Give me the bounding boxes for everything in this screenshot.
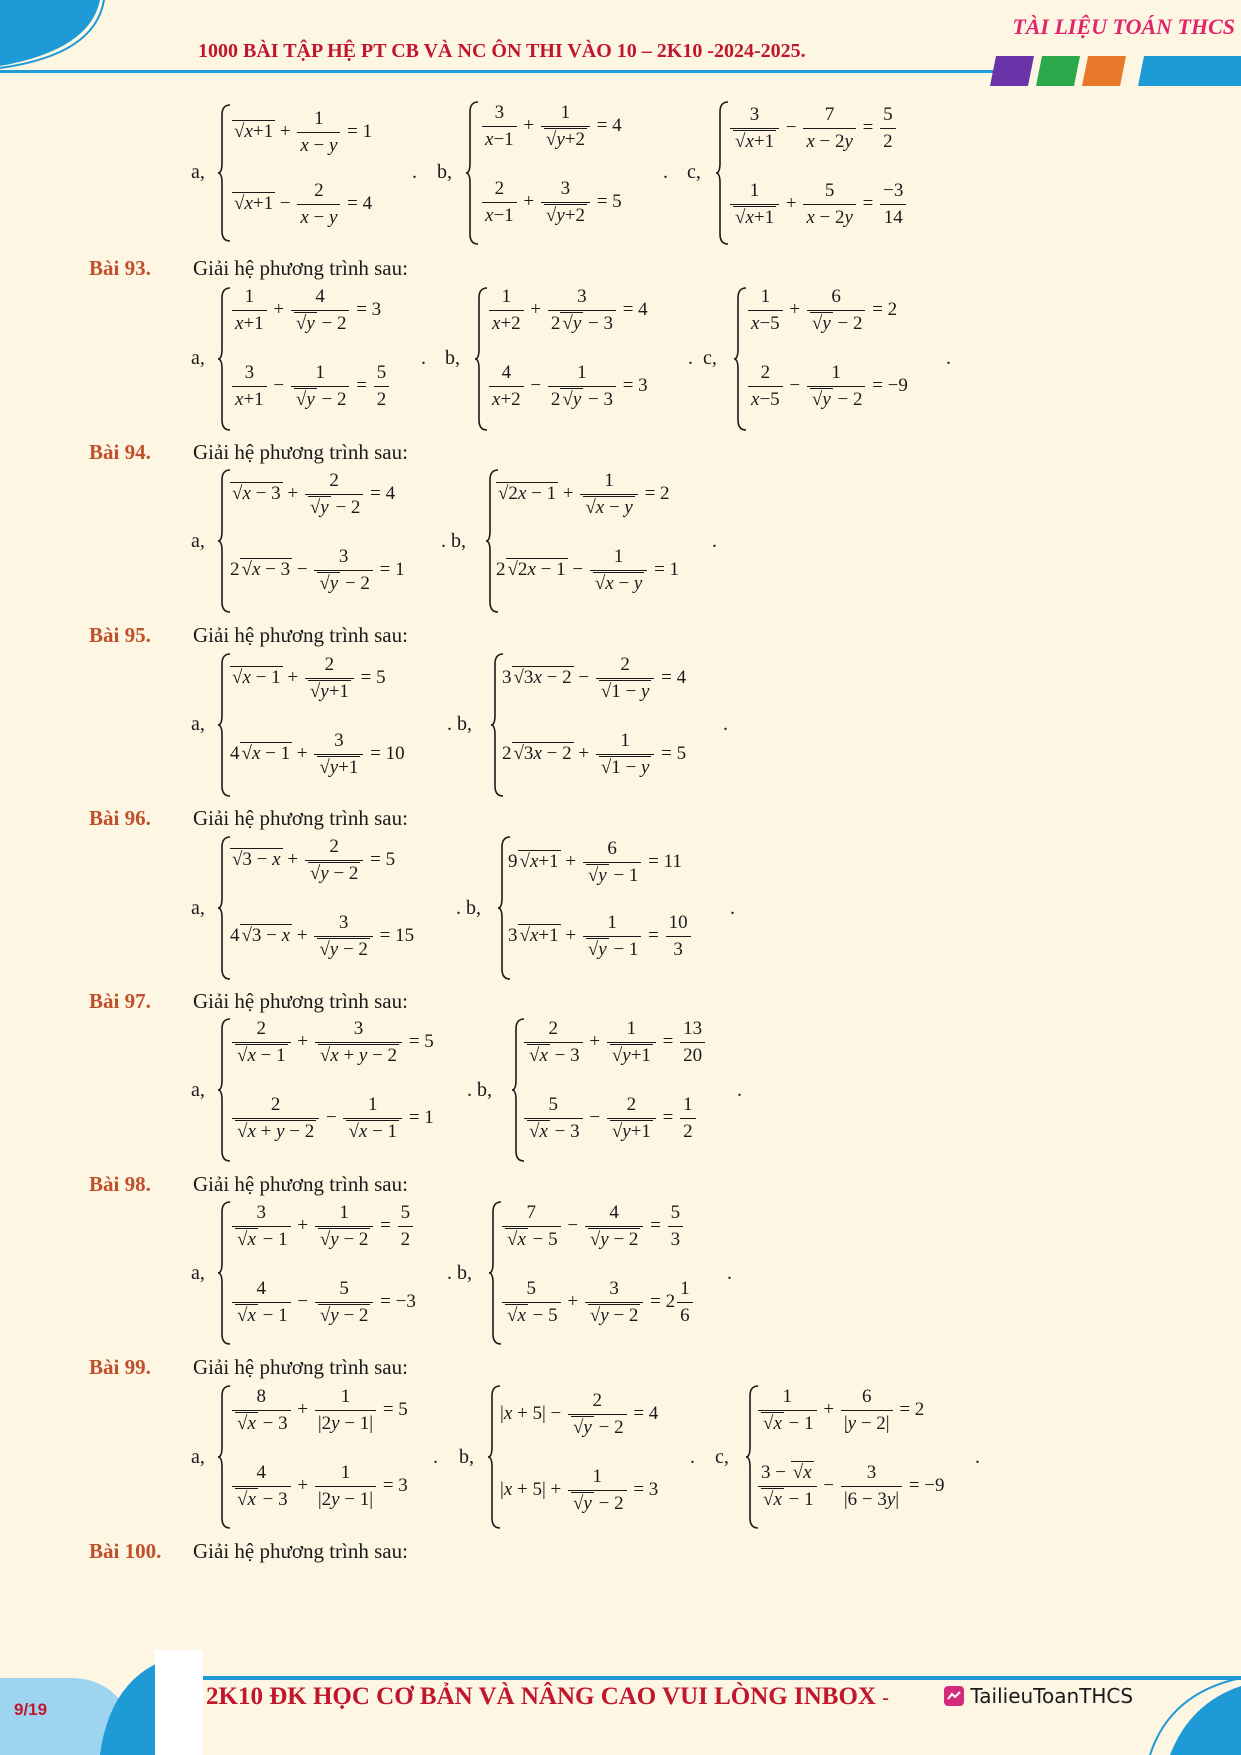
page-title: 1000 BÀI TẬP HỆ PT CB VÀ NC ÔN THI VÀO 10 – 2K10 -2024-2025.: [198, 40, 806, 62]
footer-text: 2K10 ĐK HỌC CƠ BẢN VÀ NÂNG CAO VUI LÒNG INBOX -: [206, 1683, 889, 1710]
header-divider: [0, 70, 1000, 73]
equation: $\frac{1}{x+2}$ + $\frac{3}{2 √y - 3}$ = 4: [487, 286, 648, 335]
part-label-a: a,: [191, 897, 205, 919]
equation: $\frac{3}{x-1}$ + $\frac{1}{√y+2}$ = 4: [480, 102, 622, 151]
part-dot: .: [712, 530, 717, 552]
equation: 4 √x − 1 + $\frac{3}{√y+1}$ = 10: [230, 730, 405, 778]
system-brace: [218, 103, 232, 243]
equation: $\frac{2}{x-1}$ + $\frac{3}{√y+2}$ = 5: [480, 178, 622, 227]
part-dot: .: [412, 161, 417, 183]
part-dot: .: [946, 347, 951, 369]
system-brace: [466, 100, 480, 246]
part-dot: .: [730, 897, 735, 919]
part-label-b: b,: [459, 1446, 474, 1468]
part-dot: .: [663, 161, 668, 183]
part-dot: .: [727, 1262, 732, 1284]
facebook-link-label: TailieuToanTHCS: [970, 1684, 1134, 1708]
part-dot: .: [690, 1446, 695, 1468]
part-label-b: . b,: [441, 530, 466, 552]
equation: √x+1 − $\frac{2}{x - y}$ = 4: [234, 180, 373, 228]
equation: $\frac{3}{√x+1}$ − $\frac{7}{x - 2y}$ = $\frac{5}{2}$: [728, 104, 898, 153]
facebook-link[interactable]: [944, 1684, 1133, 1708]
part-label-b: . b,: [447, 713, 472, 735]
equation: $\frac{1}{x-5}$ + $\frac{6}{√y - 2}$ = 2: [746, 286, 897, 335]
problem-95: Bài 95. Giải hệ phương trình sau:: [89, 623, 408, 647]
equation: 9 √x+1 + $\frac{6}{√y - 1}$ = 11: [508, 838, 682, 886]
part-dot: .: [975, 1446, 980, 1468]
equation: 3 √3x − 2 − $\frac{2}{√1 - y}$ = 4: [502, 654, 687, 702]
part-label-c: c,: [687, 161, 701, 183]
part-dot: .: [433, 1446, 438, 1468]
equation: $\frac{1}{x+1}$ + $\frac{4}{√y - 2}$ = 3: [230, 286, 381, 335]
equation: √2x − 1 + $\frac{1}{√x - y}$ = 2: [498, 470, 670, 518]
part-dot: .: [723, 713, 728, 735]
equation: $\frac{5}{√x - 3}$ − $\frac{2}{√y+1}$ = $\frac{1}{2}$: [522, 1094, 698, 1143]
equation: $\frac{1}{√x - 1}$ + $\frac{6}{|y - 2|}$ = 2: [756, 1386, 924, 1435]
part-label-a: a,: [191, 1262, 205, 1284]
equation: $\frac{7}{√x - 5}$ − $\frac{4}{√y - 2}$ = $\frac{5}{3}$: [500, 1202, 685, 1251]
part-label-b: . b,: [456, 897, 481, 919]
brand-name: TÀI LIỆU TOÁN THCS: [1012, 14, 1235, 39]
part-label-a: a,: [191, 161, 205, 183]
part-dot: .: [421, 347, 426, 369]
equation: $\frac{2}{√x + y - 2}$ − $\frac{1}{√x - 1}$ = 1: [230, 1094, 434, 1143]
problem-93: Bài 93. Giải hệ phương trình sau:: [89, 256, 408, 280]
corner-decoration: [0, 0, 110, 75]
equation: 4 √3 − x + $\frac{3}{√y - 2}$ = 15: [230, 912, 415, 960]
equation: $\frac{3}{x+1}$ − $\frac{1}{√y - 2}$ = $\frac{5}{2}$: [230, 362, 391, 411]
part-label-a: a,: [191, 347, 205, 369]
equation: √x − 3 + $\frac{2}{√y - 2}$ = 4: [232, 470, 396, 518]
equation: 3 √x+1 + $\frac{1}{√y - 1}$ = $\frac{10}{3}$: [508, 912, 693, 961]
problem-96: Bài 96. Giải hệ phương trình sau:: [89, 806, 408, 830]
equation: $\frac{2}{√x - 1}$ + $\frac{3}{√x + y - 2}$ = 5: [230, 1018, 434, 1067]
page-number: 9/19: [14, 1700, 48, 1719]
equation: $\frac{3}{√x - 1}$ + $\frac{1}{√y - 2}$ = $\frac{5}{2}$: [230, 1202, 415, 1251]
part-label-a: a,: [191, 713, 205, 735]
equation: 2 √2x − 1 − $\frac{1}{√x - y}$ = 1: [496, 546, 680, 594]
equation: $\frac{4}{√x - 1}$ − $\frac{5}{√y - 2}$ = −3: [230, 1278, 416, 1327]
equation: |x + 5| + $\frac{1}{√y - 2}$ = 3: [500, 1466, 659, 1514]
part-label-b: b,: [445, 347, 460, 369]
part-label-a: a,: [191, 1446, 205, 1468]
equation: √x − 1 + $\frac{2}{√y+1}$ = 5: [232, 654, 386, 702]
problem-97: Bài 97. Giải hệ phương trình sau:: [89, 989, 408, 1013]
part-label-b: . b,: [467, 1079, 492, 1101]
part-label-a: a,: [191, 530, 205, 552]
part-dot: .: [688, 347, 693, 369]
problem-100: Bài 100. Giải hệ phương trình sau:: [89, 1539, 408, 1563]
equation: $\frac{2}{x-5}$ − $\frac{1}{√y - 2}$ = −9: [746, 362, 908, 411]
part-label-a: a,: [191, 1079, 205, 1101]
equation: $\frac{5}{√x - 5}$ + $\frac{3}{√y - 2}$ = 2 $\frac{1}{6}$: [500, 1278, 695, 1327]
equation: $\frac{8}{√x - 3}$ + $\frac{1}{|2y - 1|}$ = 5: [230, 1386, 408, 1435]
equation: $\frac{2}{√x - 3}$ + $\frac{1}{√y+1}$ = $\frac{13}{20}$: [522, 1018, 707, 1067]
equation: √x+1 + $\frac{1}{x - y}$ = 1: [234, 108, 373, 156]
equation: √3 − x + $\frac{2}{√y - 2}$ = 5: [232, 836, 396, 884]
equation: 2 √3x − 2 + $\frac{1}{√1 - y}$ = 5: [502, 730, 687, 778]
problem-94: Bài 94. Giải hệ phương trình sau:: [89, 440, 408, 464]
part-label-b: b,: [437, 161, 452, 183]
equation: $\frac{1}{√x+1}$ + $\frac{5}{x - 2y}$ = $\frac{-3}{14}$: [728, 180, 908, 229]
equation: $\frac{4}{√x - 3}$ + $\frac{1}{|2y - 1|}$ = 3: [230, 1462, 408, 1511]
equation: $\frac{4}{x+2}$ − $\frac{1}{2 √y - 3}$ = 3: [487, 362, 648, 411]
message-icon: [944, 1686, 964, 1706]
problem-99: Bài 99. Giải hệ phương trình sau:: [89, 1355, 408, 1379]
color-tabs: [990, 56, 1241, 86]
problem-98: Bài 98. Giải hệ phương trình sau:: [89, 1172, 408, 1196]
equation: |x + 5| − $\frac{2}{√y - 2}$ = 4: [500, 1390, 659, 1438]
equation: $\frac{3 - √x}{√x - 1}$ − $\frac{3}{|6 - 3y|}$ = −9: [756, 1462, 945, 1511]
part-label-b: . b,: [447, 1262, 472, 1284]
equation: 2 √x − 3 − $\frac{3}{√y - 2}$ = 1: [230, 546, 405, 594]
part-label-c: c,: [715, 1446, 729, 1468]
part-dot: .: [737, 1079, 742, 1101]
part-label-c: c,: [703, 347, 717, 369]
